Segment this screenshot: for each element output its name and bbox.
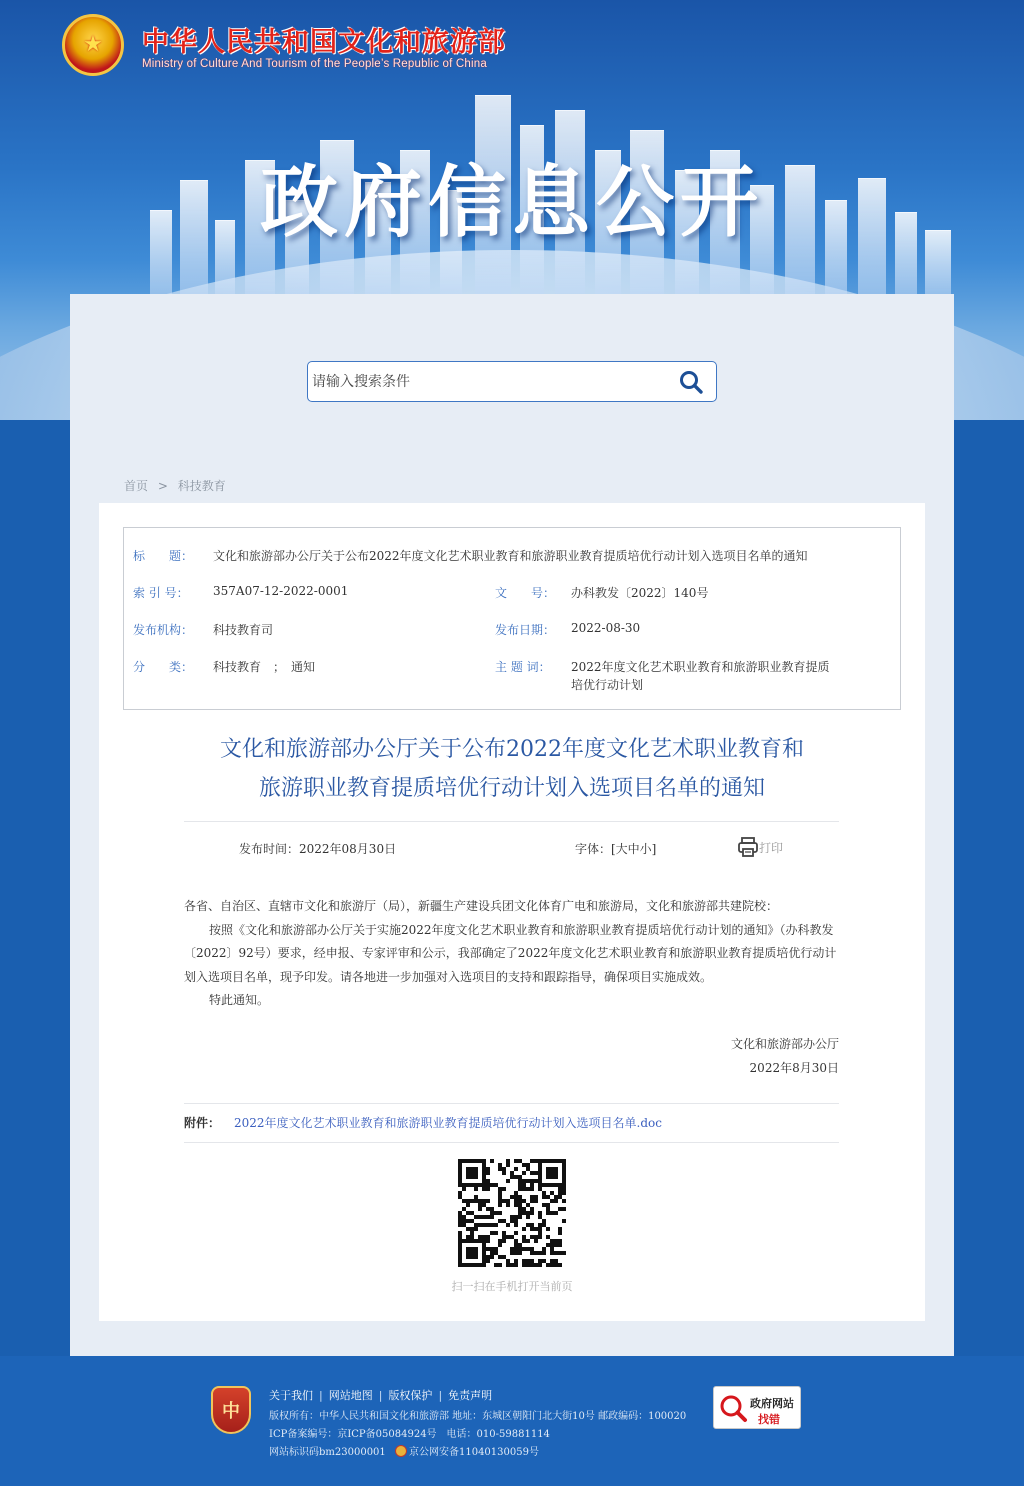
divider <box>184 1142 839 1143</box>
meta-index-label: 索 引 号： <box>133 586 189 600</box>
magnifier-icon <box>718 1393 748 1423</box>
breadcrumb-current[interactable]: 科技教育 <box>177 479 226 493</box>
breadcrumb-home[interactable]: 首页 <box>124 479 149 493</box>
footer-links: 关于我们 | 网站地图 | 版权保护 | 免责声明 <box>269 1389 493 1402</box>
publish-time: 发布时间：2022年08月30日 <box>239 842 397 856</box>
divider <box>184 1103 839 1104</box>
footer-link-sitemap[interactable]: 网站地图 <box>328 1389 373 1402</box>
meta-title-value: 文化和旅游部办公厅关于公布2022年度文化艺术职业教育和旅游职业教育提质培优行动计划入选项目名单的通知 <box>213 549 808 563</box>
body-paragraph: 按照《文化和旅游部办公厅关于实施2022年度文化艺术职业教育和旅游职业教育提质培优行动计划的通知》（办科教发〔2022〕92号）要求，经申报、专家评审和公示，我部确定了2022年度文化艺术职业教育和旅游职业教育提质培优行动计划入选项目名单，现予印发。请各地进一步加强对入选项目的支持和跟踪指导，确保项目实施成效。 <box>184 922 837 984</box>
qr-caption: 扫一扫在手机打开当前页 <box>451 1280 573 1293</box>
meta-docno-value: 办科教发〔2022〕140号 <box>571 586 709 600</box>
print-label: 打印 <box>759 840 784 855</box>
article-title <box>99 730 925 808</box>
meta-index-value: 357A07-12-2022-0001 <box>213 584 349 598</box>
footer-police-record[interactable]: 京公网安备11040130059号 <box>408 1447 539 1458</box>
footer-copyright: 版权所有：中华人民共和国文化和旅游部 地址：东城区朝阳门北大街10号 邮政编码：100020 <box>269 1411 687 1422</box>
party-gov-badge-icon[interactable]: 中 <box>211 1386 251 1434</box>
footer-icp[interactable]: ICP备案编号：京ICP备05084924号 电话：010-59881114 <box>269 1429 550 1440</box>
article-title-line1: 文化和旅游部办公厅关于公布2022年度文化艺术职业教育和 <box>220 737 804 762</box>
ministry-name-en: Ministry of Culture And Tourism of the People’s Republic of China <box>142 58 487 70</box>
metadata-table <box>123 527 901 710</box>
footer-site-code: 网站标识码bm23000001 <box>269 1447 386 1458</box>
qr-code <box>458 1159 566 1267</box>
search-icon[interactable] <box>678 369 704 395</box>
footer-link-about[interactable]: 关于我们 <box>269 1389 313 1402</box>
section-title: 政府信息公开 <box>259 158 764 248</box>
meta-category-label: 分 类： <box>133 660 194 674</box>
footer-site-code-row <box>269 1443 539 1458</box>
signer: 文化和旅游部办公厅 <box>730 1037 839 1051</box>
meta-topic-value-line2: 培优行动计划 <box>571 678 644 692</box>
meta-topic-label: 主 题 词： <box>495 660 551 674</box>
footer <box>0 1356 1024 1486</box>
find-error-label: 找错 <box>758 1413 780 1426</box>
attachment-label: 附件： <box>184 1116 221 1130</box>
search-input[interactable] <box>312 366 652 398</box>
meta-title-label: 标 题： <box>133 549 194 563</box>
footer-link-disclaimer[interactable]: 免责声明 <box>448 1389 493 1402</box>
footer-link-copyright[interactable]: 版权保护 <box>388 1389 433 1402</box>
meta-org-label: 发布机构： <box>133 623 194 637</box>
salutation: 各省、自治区、直辖市文化和旅游厅（局），新疆生产建设兵团文化体育广电和旅游局，文化和旅游部共建院校： <box>184 899 779 913</box>
meta-category-value: 科技教育 ； 通知 <box>213 660 316 674</box>
print-button[interactable] <box>737 836 783 858</box>
sign-date: 2022年8月30日 <box>749 1061 839 1075</box>
article-card <box>99 503 925 1321</box>
article-body <box>184 895 840 1013</box>
gov-site-find-error-button[interactable] <box>713 1386 801 1429</box>
breadcrumb <box>124 477 232 494</box>
meta-date-label: 发布日期： <box>495 623 556 637</box>
closing-line: 特此通知。 <box>209 993 270 1007</box>
ministry-name-cn[interactable]: 中华人民共和国文化和旅游部 <box>142 27 506 58</box>
article-title-line2: 旅游职业教育提质培优行动计划入选项目名单的通知 <box>258 776 765 801</box>
national-emblem-logo[interactable]: ★ <box>62 14 124 76</box>
search-box <box>307 361 717 402</box>
meta-docno-label: 文 号： <box>495 586 556 600</box>
printer-icon <box>737 836 759 858</box>
meta-topic-value-line1: 2022年度文化艺术职业教育和旅游职业教育提质 <box>571 660 830 674</box>
attachment-link[interactable]: 2022年度文化艺术职业教育和旅游职业教育提质培优行动计划入选项目名单.doc <box>234 1116 662 1130</box>
breadcrumb-separator: > <box>157 479 168 493</box>
police-emblem-icon <box>395 1445 407 1457</box>
find-error-title: 政府网站 <box>750 1397 794 1410</box>
meta-org-value: 科技教育司 <box>213 623 274 637</box>
attachment-row <box>184 1114 662 1131</box>
font-size-switch[interactable]: 字体：[大中小] <box>575 842 657 856</box>
divider <box>184 821 839 822</box>
meta-date-value: 2022-08-30 <box>571 621 641 635</box>
